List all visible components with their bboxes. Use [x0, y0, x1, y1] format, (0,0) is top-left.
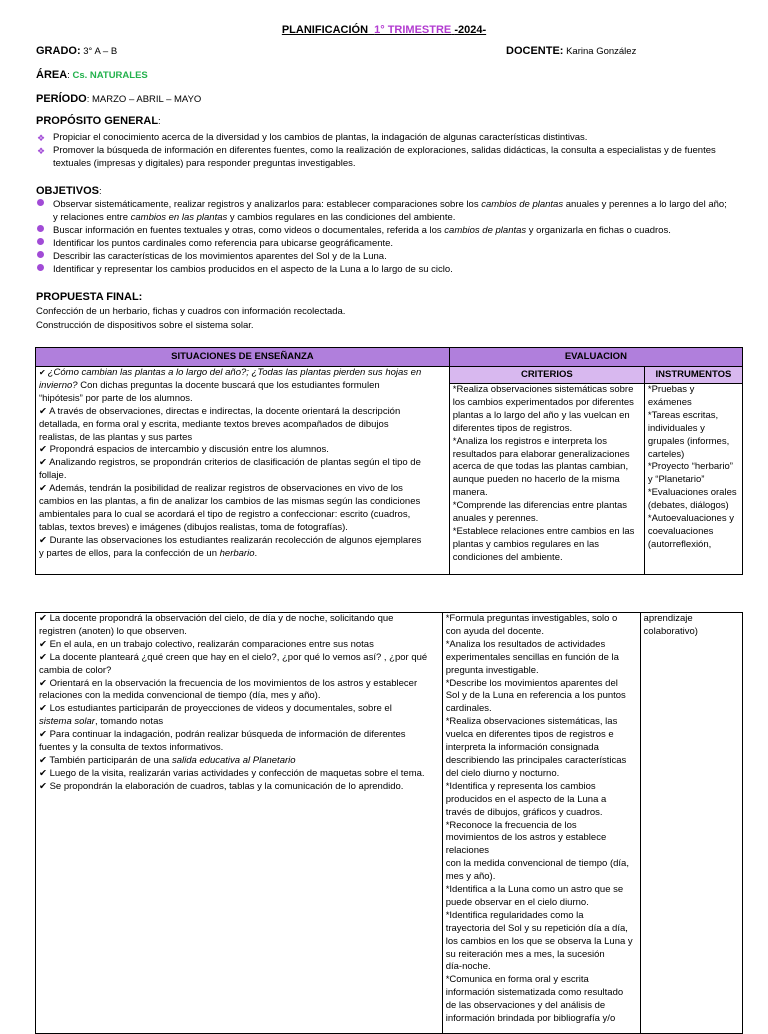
proposito-item	[37, 132, 749, 144]
criterio-line: los cambios en los que se observa la Luna y	[445, 935, 633, 947]
text-line: (debates, diálogos)	[647, 500, 729, 512]
grado-row	[36, 45, 117, 58]
text-line: relaciones con la medida convencional de tiempo (día, mes y año).	[39, 690, 321, 702]
text-line: ✔ En el aula, en un trabajo colectivo, realizarán comparaciones entre sus notas	[39, 638, 374, 650]
text-line: ✔ Se propondrán la elaboración de cuadros, tablas y la comunicación de lo aprendido.	[39, 780, 404, 792]
text-line: *Analiza los registros e interpreta los	[452, 435, 607, 447]
text-line: *Pruebas y	[647, 384, 695, 395]
situacion-line	[39, 380, 446, 393]
criterios-cell	[442, 613, 640, 1034]
criterio-line: día-noche.	[445, 961, 491, 973]
title-year: -2024-	[454, 24, 487, 36]
text-line: y organizarla en fichas o cuadros.	[526, 225, 671, 236]
text-line: ¿Cómo cambian las plantas a lo largo del año?; ¿Todas las plantas pierden sus hojas en	[47, 367, 422, 378]
text-line: Buscar información en fuentes textuales y otras, como videos o documentales, referida a los	[53, 225, 445, 236]
text-line: plantas a lo largo del año y las vuelcan en	[452, 409, 630, 421]
text-line: Describir las características de los movimientos aparentes del Sol y de la Luna.	[53, 251, 387, 262]
text-line: cambios en las plantas, a fin de analizar los cambios de las mismas según las condiciones	[39, 496, 421, 508]
propuesta-line: Construcción de dispositivos sobre el sistema solar.	[36, 320, 254, 331]
periodo-row	[36, 93, 201, 106]
text-line: plantas y cambios regulares en las	[452, 538, 600, 550]
criterio-line: describiendo las principales características	[445, 754, 627, 766]
text-line: *Evaluaciones orales	[647, 487, 737, 499]
text-line: Observar sistemáticamente, realizar registros y analizarlos para: establecer comparaciones sobre los	[53, 199, 482, 210]
criterio-line: con ayuda del docente.	[445, 625, 544, 637]
text-line: Con dichas preguntas la docente buscará que los estudiantes formulen	[77, 379, 380, 391]
text-line: cambios en las plantas	[130, 212, 228, 223]
criterio-line: *Reconoce la frecuencia de los	[445, 819, 577, 831]
text-line: aunque pueden no hacerlo de la misma	[452, 474, 620, 486]
text-line: grupales (informes,	[647, 435, 730, 447]
criterio-line: *Comunica en forma oral y escrita	[445, 974, 589, 986]
circle-bullet-icon	[37, 225, 44, 232]
objetivo-item	[37, 225, 749, 237]
text-line: y “Planetario”	[647, 474, 705, 486]
text-line: *Tareas escritas,	[647, 409, 719, 421]
area-value: Cs. NATURALES	[72, 70, 148, 81]
text-line: Identificar los puntos cardinales como referencia para ubicarse geográficamente.	[53, 238, 394, 249]
text-line: herbario	[219, 547, 255, 559]
criterio-line: su reiteración mes a mes, la sucesión	[445, 948, 605, 960]
instrumentos-cell	[644, 384, 742, 575]
text-line: colaborativo)	[643, 625, 698, 637]
docente-row	[506, 45, 636, 58]
text-line: (autorreflexión,	[647, 538, 712, 550]
text-line: *Establece relaciones entre cambios en las	[452, 525, 635, 537]
situaciones-header: SITUACIONES DE ENSEÑANZA	[36, 348, 450, 367]
objetivos-label: OBJETIVOS	[36, 185, 99, 197]
text-line: exámenes	[647, 396, 692, 408]
text-line: ✔ Analizando registros, se propondrán criterios de clasificación de plantas según el tipo de	[39, 457, 421, 469]
objetivo-item-cont	[37, 212, 749, 224]
criterio-line: pregunta investigable.	[445, 664, 539, 676]
text-line: individuales y	[647, 422, 705, 434]
objetivo-item	[37, 264, 749, 276]
circle-bullet-icon	[37, 264, 44, 271]
text-line: condiciones del ambiente.	[452, 551, 563, 563]
grado-value: 3° A – B	[83, 46, 118, 57]
text-line: sistema solar	[39, 716, 95, 728]
circle-bullet-icon	[37, 199, 44, 206]
proposito-label: PROPÓSITO GENERAL	[36, 115, 159, 127]
text-line: y cambios regulares en las condiciones del ambiente.	[227, 212, 456, 223]
planning-table-1	[35, 347, 743, 575]
text-line: ✔ A través de observaciones, directas e indirectas, la docente orientará la descripción	[39, 405, 401, 417]
propuesta-line: Confección de un herbario, fichas y cuadros con información recolectada.	[36, 306, 346, 317]
text-line: fuentes y la consulta de textos informativos.	[39, 742, 224, 754]
criterio-line: interpreta la información consignada	[445, 742, 599, 754]
criterio-line: relaciones	[445, 845, 490, 857]
area-row: ÁREA: Cs. NATURALES	[36, 69, 148, 81]
criterio-line: de las observaciones y del análisis de	[445, 1000, 606, 1012]
text-line: ✔ Además, tendrán la posibilidad de realizar registros de observaciones en vivo de los	[39, 483, 403, 495]
text-line: ✔ La docente planteará ¿qué creen que hay en el cielo?, ¿por qué lo vemos así? , ¿por qué	[39, 651, 428, 663]
propuesta-label: PROPUESTA FINAL:	[36, 291, 143, 303]
criterio-line: con la medida convencional de tiempo (día,	[445, 858, 629, 870]
criterio-line: *Identifica y representa los cambios	[445, 780, 596, 792]
diamond-bullet-icon: ❖	[37, 146, 46, 156]
text-line: registren (anoten) lo que observen.	[39, 625, 187, 637]
situacion-line	[39, 367, 446, 380]
text-line: ✔ Los estudiantes participarán de proyecciones de videos y documentales, sobre el	[39, 703, 392, 715]
criterio-line: *Identifica a la Luna como un astro que se	[445, 884, 624, 896]
text-line: *Proyecto “herbario”	[647, 461, 733, 473]
text-line: ✔ La docente propondrá la observación del cielo, de día y de noche, solicitando que	[39, 613, 394, 624]
text-line: ✔ Propondrá espacios de intercambio y discusión entre los alumnos.	[39, 444, 329, 456]
evaluacion-header: EVALUACION	[449, 348, 742, 367]
text-line: textuales (impresas y digitales) para responder preguntas investigables.	[53, 158, 356, 169]
text-line: ✔ Durante las observaciones los estudiantes realizarán recolección de algunos ejemplares	[39, 534, 422, 546]
situacion-line	[39, 755, 439, 768]
criterio-line: del cielo diurno y nocturno.	[445, 767, 560, 779]
text-line: ✔ También participarán de una	[39, 754, 172, 766]
proposito-heading: PROPÓSITO GENERAL:	[36, 115, 161, 127]
text-line: anuales y perennes.	[452, 513, 539, 525]
text-line: y relaciones entre	[53, 212, 131, 223]
text-line: los cambios experimentados por diferentes	[452, 396, 634, 408]
situaciones-cell	[36, 613, 443, 1034]
text-line: tablas, textos breves) e imágenes (dibujos realistas, toma de fotografías).	[39, 521, 348, 533]
proposito-item	[37, 145, 749, 157]
criterio-line: *Identifica regularidades como la	[445, 909, 584, 921]
criterio-line: producidos en el aspecto de la Luna a	[445, 793, 607, 805]
text-line: *Comprende las diferencias entre plantas	[452, 500, 628, 512]
proposito-item-cont	[37, 158, 749, 170]
text-line: manera.	[452, 487, 488, 499]
text-line: detallada, en forma oral y escrita, mediante textos breves acompañados de dibujos	[39, 418, 389, 430]
diamond-bullet-icon: ❖	[37, 133, 46, 143]
objetivo-item	[37, 251, 749, 263]
instrumentos-header: INSTRUMENTOS	[644, 367, 742, 384]
text-line: cambios de plantas	[481, 199, 564, 210]
area-label: ÁREA	[36, 69, 68, 81]
criterio-line: experimentales sencillas en función de la	[445, 651, 619, 663]
circle-bullet-icon	[37, 238, 44, 245]
text-line: ✔ Orientará en la observación la frecuencia de los movimientos de los astros y establecer	[39, 677, 418, 689]
page-title	[0, 24, 768, 36]
text-line: follaje.	[39, 470, 67, 482]
text-line: anuales y perennes a lo largo del año;	[563, 199, 727, 210]
criterio-line: mes y año).	[445, 871, 496, 883]
situaciones-cell	[36, 367, 450, 575]
text-line: diferentes tipos de registros.	[452, 422, 573, 434]
text-line: .	[254, 547, 258, 559]
circle-bullet-icon	[37, 251, 44, 258]
text-line: y partes de ellos, para la confección de un	[39, 547, 220, 559]
text-line: Identificar y representar los cambios producidos en el aspecto de la Luna a lo largo de su ciclo.	[53, 264, 453, 275]
text-line: acerca de que todas las plantas cambian,	[452, 461, 629, 473]
objetivo-item	[37, 238, 749, 250]
criterio-line: cardinales.	[445, 703, 492, 715]
criterio-line: trayectoria del Sol y su repetición día a día,	[445, 922, 628, 934]
criterio-line: *Describe los movimientos aparentes del	[445, 677, 618, 689]
criterios-cell	[449, 384, 644, 575]
check-icon: ✔	[39, 368, 46, 377]
grado-label: GRADO:	[36, 45, 81, 57]
title-prefix: PLANIFICACIÓN	[281, 24, 369, 36]
criterio-line: información brindada por bibliografía y/o	[445, 1013, 616, 1025]
criterio-line: *Formula preguntas investigables, solo o	[445, 613, 618, 624]
criterio-line: *Analiza los resultados de actividades	[445, 638, 606, 650]
criterio-line: vuelca en diferentes tipos de registros e	[445, 729, 614, 741]
criterio-line: Sol y de la Luna en referencia a los puntos	[445, 690, 626, 702]
periodo-label: PERÍODO	[36, 93, 87, 105]
text-line: cambios de plantas	[444, 225, 527, 236]
criterios-header: CRITERIOS	[449, 367, 644, 384]
text-line: , tomando notas	[94, 716, 164, 728]
docente-label: DOCENTE:	[506, 45, 564, 57]
text-line: Promover la búsqueda de información en diferentes fuentes, como la realización de exploraciones, salidas didácticas, la consulta a especialistas y de fuentes	[53, 145, 716, 156]
objetivo-item	[37, 199, 749, 211]
objetivos-heading: OBJETIVOS:	[36, 185, 102, 197]
criterio-line: *Realiza observaciones sistemáticas, las	[445, 716, 618, 728]
text-line: carteles)	[647, 448, 685, 460]
criterio-line: información sistematizada como resultado	[445, 987, 624, 999]
text-line: ✔ Luego de la visita, realizarán varias actividades y confección de maquetas sobre el tema.	[39, 767, 425, 779]
title-trimestre: 1° TRIMESTRE	[374, 24, 452, 36]
text-line: “hipótesis” por parte de los alumnos.	[39, 392, 193, 404]
text-line: invierno?	[39, 379, 78, 391]
docente-value: Karina González	[566, 46, 637, 57]
situacion-line	[39, 548, 446, 561]
situacion-line	[39, 716, 439, 729]
planning-table-2	[35, 612, 743, 1034]
text-line: *Realiza observaciones sistemáticas sobre	[452, 384, 634, 395]
periodo-value: : MARZO – ABRIL – MAYO	[86, 94, 202, 105]
criterio-line: puede observar en el cielo diurno.	[445, 896, 589, 908]
text-line: resultados para elaborar generalizaciones	[452, 448, 630, 460]
text-line: cambia de color?	[39, 664, 112, 676]
instrumentos-cell	[640, 613, 742, 1034]
criterio-line: movimientos de los astros y establece	[445, 832, 607, 844]
text-line: Propiciar el conocimiento acerca de la diversidad y los cambios de plantas, la indagación de algunas características distintivas.	[53, 132, 588, 143]
text-line: ✔ Para continuar la indagación, podrán realizar búsqueda de información de diferentes	[39, 729, 406, 741]
text-line: ambientales para lo cual se acordará el tipo de registro a confeccionar: escrito (cuadros,	[39, 508, 411, 520]
text-line: coevaluaciones	[647, 525, 714, 537]
text-line: *Autoevaluaciones y	[647, 513, 734, 525]
text-line: salida educativa al Planetario	[171, 754, 296, 766]
text-line: realistas, de las plantas y sus partes	[39, 431, 193, 443]
criterio-line: través de dibujos, gráficos y cuadros.	[445, 806, 603, 818]
text-line: aprendizaje	[643, 613, 693, 624]
